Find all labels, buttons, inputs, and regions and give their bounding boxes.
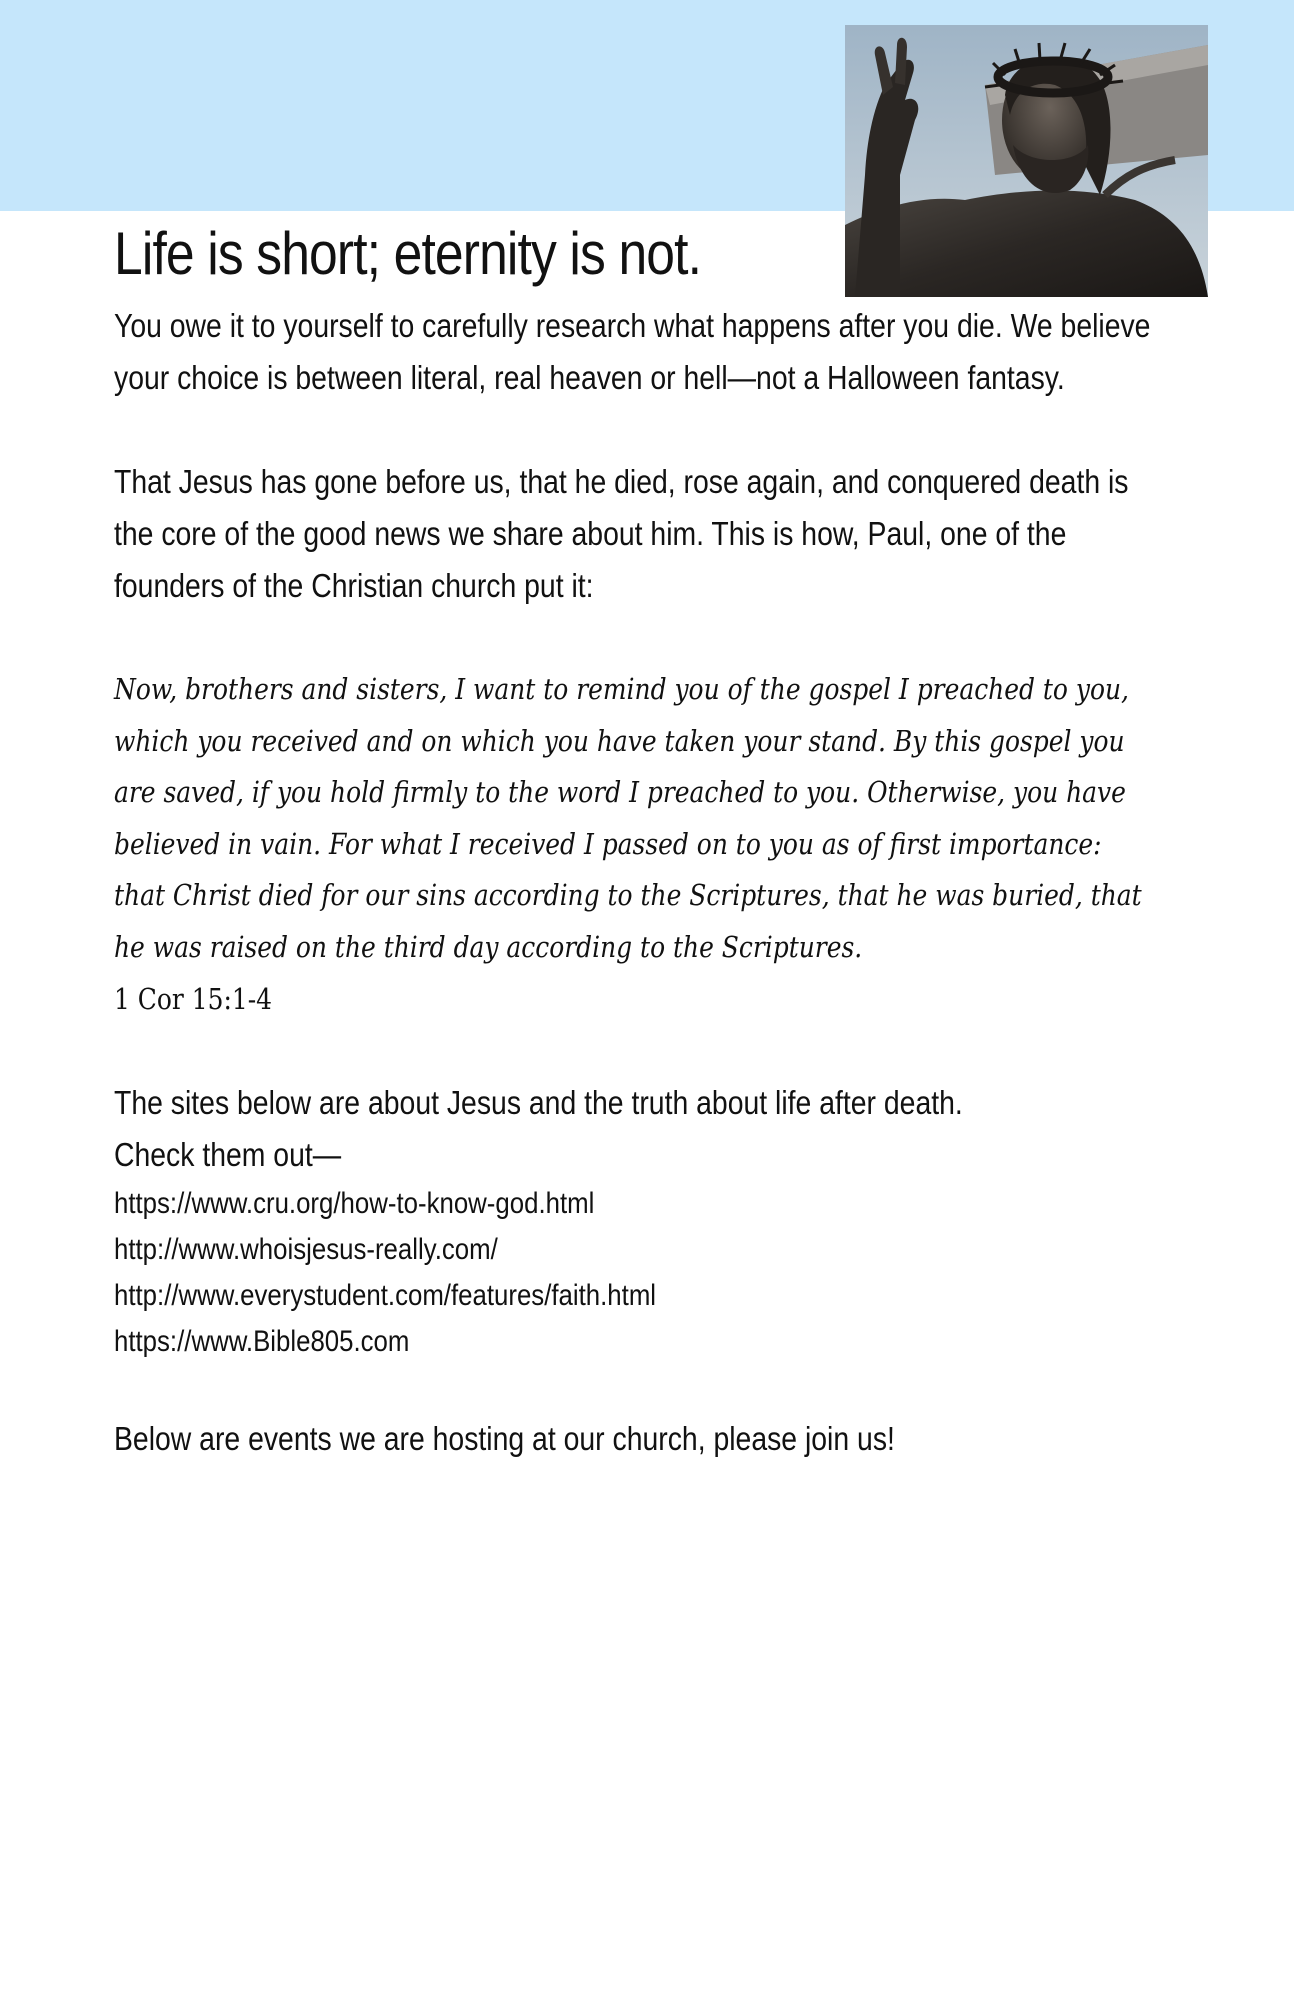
site-link-whoisjesus[interactable]: http://www.whoisjesus-really.com/ (114, 1233, 498, 1266)
scripture-reference: 1 Cor 15:1-4 (114, 982, 273, 1016)
spacer (114, 1365, 1194, 1413)
jesus-statue-photo (845, 25, 1208, 297)
statue-image (845, 25, 1208, 297)
main-content (114, 300, 1194, 1465)
gospel-paragraph: That Jesus has gone before us, that he died, rose again, and conquered death is the core of the good news we share about him. This is how, Paul, one of the founders of the Christian church put it: (114, 463, 1129, 604)
page-title: Life is short; eternity is not. (114, 220, 702, 287)
events-line: Below are events we are hosting at our church, please join us! (114, 1420, 895, 1457)
sites-intro-line1: The sites below are about Jesus and the truth about life after death. (114, 1084, 963, 1121)
scripture-quote: Now, brothers and sisters, I want to remind you of the gospel I preached to you, which you received and on which you have taken your stand. By this gospel you are saved, if you hold firmly to the word I preached to you. Otherwise, you have believed in vain. For what I received I passed on to you as of first importance: that Christ died for our sins according to the Scriptures, that he was buried, that he was raised on the third day according to the Scriptures. (114, 672, 1142, 964)
site-link-cru[interactable]: https://www.cru.org/how-to-know-god.html (114, 1187, 595, 1220)
intro-paragraph: You owe it to yourself to carefully research what happens after you die. We believe your choice is between literal, real heaven or hell—not a Halloween fantasy. (114, 307, 1151, 396)
sites-intro-line2: Check them out— (114, 1136, 342, 1173)
site-link-everystudent[interactable]: http://www.everystudent.com/features/faith.html (114, 1279, 657, 1312)
site-link-bible805[interactable]: https://www.Bible805.com (114, 1325, 410, 1358)
spacer (114, 1025, 1194, 1077)
spacer (114, 612, 1194, 664)
site-links-list (114, 1181, 1194, 1365)
spacer (114, 404, 1194, 456)
